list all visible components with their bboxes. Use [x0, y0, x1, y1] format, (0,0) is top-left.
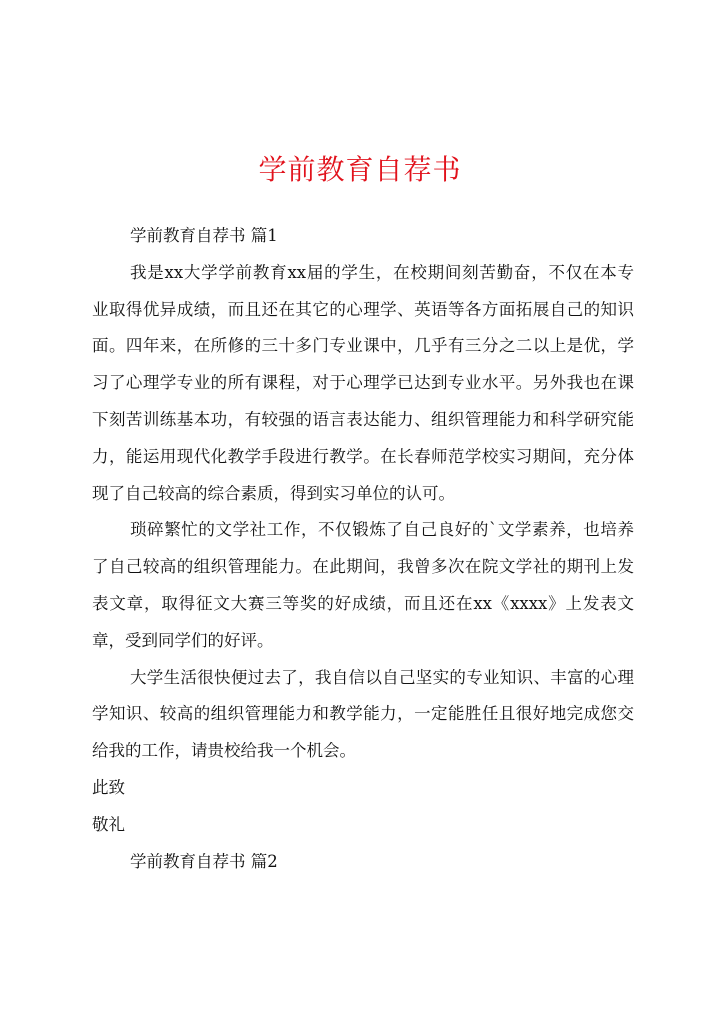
- paragraph-line: 下刻苦训练基本功，有较强的语言表达能力、组织管理能力和科学研究能: [92, 409, 634, 429]
- paragraph-line: 面。四年来，在所修的三十多门专业课中，几乎有三分之二以上是优，学: [92, 336, 634, 356]
- closing-salutation-2: 敬礼: [92, 814, 125, 834]
- paragraph-3: [92, 660, 634, 770]
- paragraph-line: 章，受到同学们的好评。: [92, 630, 274, 650]
- paragraph-1: [92, 255, 634, 513]
- paragraph-line: 力，能运用现代化教学手段进行教学。在长春师范学校实习期间，充分体: [92, 446, 634, 466]
- section-heading-2: 学前教育自荐书 篇2: [130, 851, 278, 871]
- closing-salutation-1: 此致: [92, 777, 125, 797]
- section-heading-1: 学前教育自荐书 篇1: [130, 226, 278, 245]
- paragraph-line: 了自己较高的组织管理能力。在此期间，我曾多次在院文学社的期刊上发: [92, 557, 634, 577]
- paragraph-line: 琐碎繁忙的文学社工作，不仅锻炼了自己良好的`文学素养，也培养: [130, 520, 634, 540]
- paragraph-line: 表文章，取得征文大赛三等奖的好成绩，而且还在xx《xxxx》上发表文: [92, 593, 634, 613]
- paragraph-line: 习了心理学专业的所有课程，对于心理学已达到专业水平。另外我也在课: [92, 373, 634, 393]
- paragraph-2: [92, 512, 634, 659]
- paragraph-line: 业取得优异成绩，而且还在其它的心理学、英语等各方面拓展自己的知识: [92, 299, 634, 319]
- paragraph-line: 学知识、较高的组织管理能力和教学能力，一定能胜任且很好地完成您交: [92, 704, 634, 724]
- paragraph-line: 现了自己较高的综合素质，得到实习单位的认可。: [92, 483, 455, 503]
- paragraph-line: 给我的工作，请贵校给我一个机会。: [92, 741, 356, 761]
- paragraph-line: 我是xx大学学前教育xx届的学生，在校期间刻苦勤奋，不仅在本专: [130, 262, 634, 282]
- document-title: 学前教育自荐书: [258, 153, 462, 186]
- paragraph-line: 大学生活很快便过去了，我自信以自己坚实的专业知识、丰富的心理: [130, 667, 634, 687]
- document-body: [92, 218, 634, 880]
